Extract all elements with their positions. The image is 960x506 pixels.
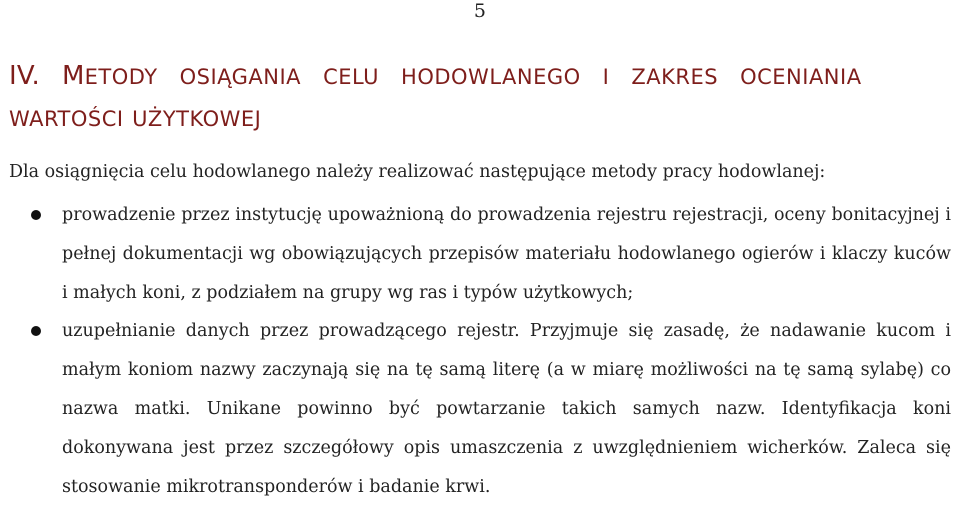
bullet-dot-icon bbox=[31, 326, 41, 336]
heading-word-0-cap: M bbox=[61, 61, 85, 91]
heading-numeral: IV. bbox=[9, 61, 40, 91]
heading-word-6: OCENIANIA bbox=[740, 65, 862, 89]
page-number: 5 bbox=[473, 0, 486, 22]
section-heading bbox=[9, 56, 954, 140]
heading-word-4: I bbox=[602, 65, 610, 89]
heading-word-5: ZAKRES bbox=[631, 65, 719, 89]
list-item-text: uzupełnianie danych przez prowadzącego rejestr. Przyjmuje się zasadę, że nadawanie kucom i małym koniom nazwy zaczynają się na tę samą literę (a w miarę możliwości na tę samą sylabę) co nazwa matki. Unikane powinno być powtarzanie takich samych nazw. Identyfikacja koni dokonywana jest przez szczegółowy opis umaszczenia z uwzględnieniem wicherków. Zaleca się stosowanie mikrotransponderów i badanie krwi. bbox=[62, 321, 951, 497]
bullet-dot-icon bbox=[31, 210, 41, 220]
heading-word-8: UŻYTKOWEJ bbox=[132, 107, 262, 131]
heading-word-1: OSIĄGANIA bbox=[179, 65, 302, 89]
methods-list bbox=[0, 196, 960, 506]
list-item-text: prowadzenie przez instytucję upoważnioną do prowadzenia rejestru rejestracji, oceny bonitacyjnej i pełnej dokumentacji wg obowiązujących przepisów materiału hodowlanego ogierów i klaczy kuców i małych koni, z podziałem na grupy wg ras i typów użytkowych; bbox=[62, 205, 951, 303]
list-item bbox=[0, 196, 960, 312]
heading-word-2: CELU bbox=[323, 65, 380, 89]
list-item bbox=[0, 312, 960, 506]
heading-word-3: HODOWLANEGO bbox=[401, 65, 581, 89]
heading-word-7: WARTOŚCI bbox=[9, 107, 124, 131]
heading-word-0: ETODY bbox=[84, 65, 158, 89]
intro-paragraph: Dla osiągnięcia celu hodowlanego należy realizować następujące metody pracy hodowlanej: bbox=[9, 162, 826, 182]
